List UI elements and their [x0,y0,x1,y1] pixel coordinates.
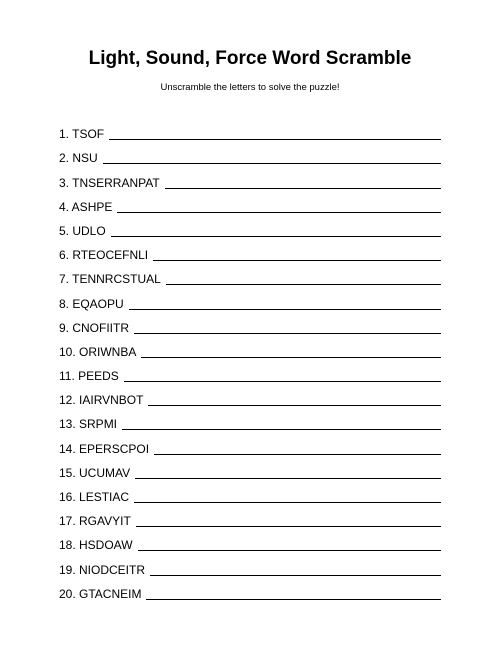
scramble-word: 20. GTACNEIM [59,586,142,601]
scramble-word: 17. RGAVYIT [59,514,131,529]
answer-line [153,246,441,261]
scramble-word: 11. PEEDS [59,369,119,384]
scramble-word: 5. UDLO [59,223,106,238]
scramble-word: 3. TNSERRANPAT [59,175,160,190]
scramble-item [59,505,441,529]
scramble-item [59,457,441,481]
answer-line [136,512,441,527]
scramble-item [59,166,441,190]
scramble-word: 6. RTEOCEFNLI [59,248,149,263]
scramble-item [59,142,441,166]
scramble-word: 9. CNOFIITR [59,320,130,335]
scramble-word: 13. SRPMI [59,417,118,432]
scramble-item [59,529,441,553]
answer-line [109,125,441,140]
answer-line [166,270,441,285]
answer-line [141,343,441,358]
scramble-item [59,360,441,384]
scramble-item [59,408,441,432]
answer-line [134,319,441,334]
scramble-word: 1. TSOF [59,127,105,142]
scramble-item [59,578,441,602]
scramble-word: 16. LESTIAC [59,490,130,504]
worksheet-title: Light, Sound, Force Word Scramble [88,48,412,69]
scramble-word: 14. EPERSCPOI [59,441,150,456]
scramble-word: 15. UCUMAV [59,465,131,480]
answer-line [117,198,441,213]
scramble-word: 10. ORIWNBA [59,344,137,359]
answer-line [134,488,441,503]
scramble-item [59,239,441,263]
answer-line [122,415,441,430]
scramble-word: 4. ASHPE [59,199,113,214]
scramble-item [59,215,441,239]
answer-line [103,149,441,164]
answer-line [138,536,441,551]
scramble-word: 2. NSU [59,151,98,166]
answer-line [148,391,441,406]
scramble-list [59,118,441,602]
answer-line [111,222,441,237]
scramble-item [59,263,441,287]
answer-line [154,440,441,455]
scramble-item [59,191,441,215]
worksheet-instructions: Unscramble the letters to solve the puzzle! [160,82,340,93]
scramble-item [59,287,441,311]
answer-line [129,295,441,310]
scramble-item [59,336,441,360]
answer-line [135,464,441,479]
scramble-word: 12. IAIRVNBOT [59,393,144,408]
answer-line [124,367,441,382]
scramble-word: 18. HSDOAW [59,538,133,553]
answer-line [150,561,441,576]
scramble-item [59,118,441,142]
scramble-item [59,384,441,408]
scramble-word: 8. EQAOPU [59,296,124,311]
scramble-word: 7. TENNRCSTUAL [59,272,161,287]
scramble-item [59,553,441,577]
answer-line [165,174,441,189]
scramble-word: 19. NIODCEITR [59,562,146,577]
scramble-item [59,481,441,505]
scramble-item [59,312,441,336]
scramble-item [59,432,441,456]
answer-line [146,585,441,600]
